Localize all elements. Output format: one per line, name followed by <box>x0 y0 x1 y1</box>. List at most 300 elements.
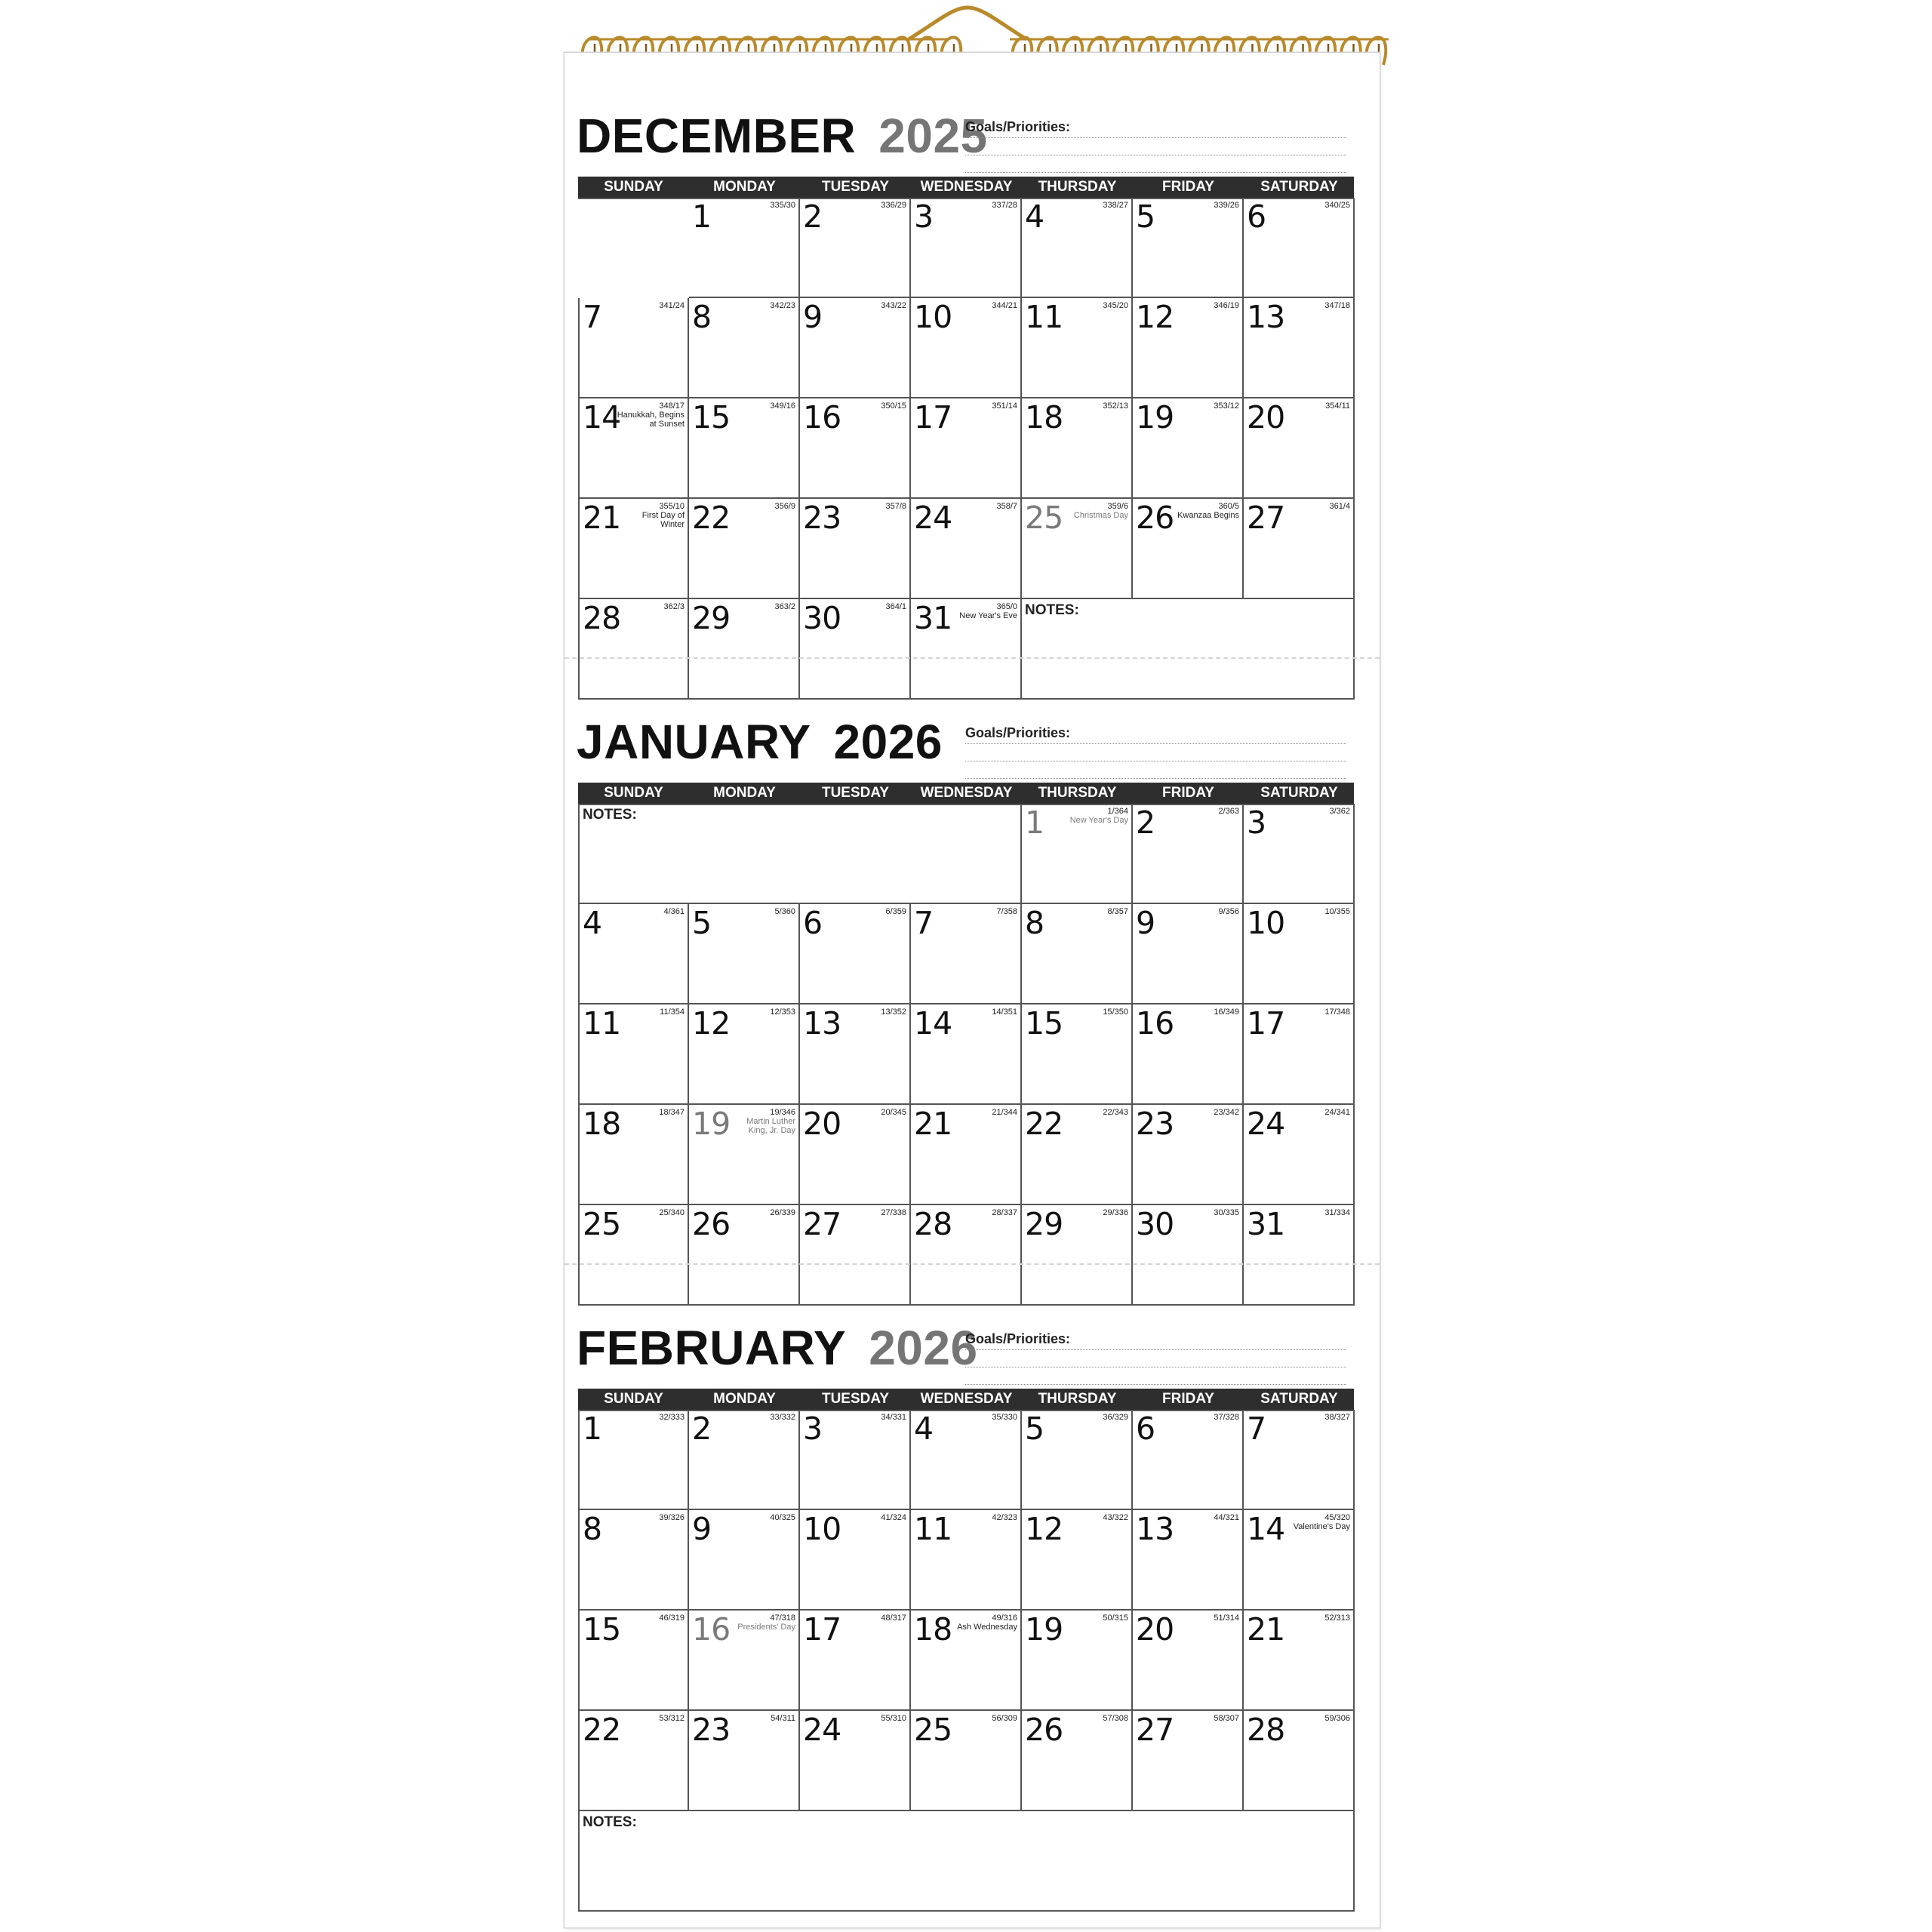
day-of-year-code: 27/338 <box>881 1208 906 1217</box>
weekday-label-saturday: SATURDAY <box>1260 785 1338 801</box>
day-of-year-code: 19/346 <box>770 1108 795 1117</box>
day-cell[interactable] <box>1022 499 1133 599</box>
day-number: 20 <box>803 1106 841 1142</box>
day-number: 9 <box>803 299 823 335</box>
day-of-year-code: 55/310 <box>881 1714 906 1723</box>
day-of-year-code: 1/364 <box>1107 807 1128 816</box>
day-of-year-code: 44/321 <box>1214 1513 1239 1522</box>
day-cell[interactable] <box>578 398 689 499</box>
day-of-year-code: 7/358 <box>996 907 1017 916</box>
day-number: 4 <box>914 1411 934 1447</box>
day-of-year-code: 344/21 <box>992 301 1017 310</box>
day-of-year-code: 16/349 <box>1214 1008 1239 1017</box>
month-year: 2025 <box>878 109 988 163</box>
day-cell[interactable] <box>578 1711 689 1811</box>
day-cell[interactable] <box>1244 499 1355 599</box>
weekday-label-wednesday: WEDNESDAY <box>920 179 1013 195</box>
day-of-year-code: 22/343 <box>1103 1108 1128 1117</box>
weekday-label-wednesday: WEDNESDAY <box>920 1391 1013 1407</box>
day-of-year-code: 12/353 <box>770 1008 795 1017</box>
day-cell[interactable] <box>911 1004 1022 1105</box>
day-of-year-code: 49/316 <box>992 1614 1017 1623</box>
day-number: 14 <box>914 1005 952 1041</box>
day-of-year-code: 338/27 <box>1103 201 1128 210</box>
day-number: 25 <box>914 1712 952 1748</box>
day-of-year-code: 40/325 <box>770 1513 795 1522</box>
weekday-label-monday: MONDAY <box>713 785 776 801</box>
month-title <box>577 1321 978 1375</box>
day-number: 26 <box>692 1206 731 1242</box>
day-number: 4 <box>583 905 602 941</box>
day-of-year-code: 43/322 <box>1103 1513 1128 1522</box>
day-cell[interactable] <box>1244 398 1355 499</box>
day-cell[interactable] <box>1022 1510 1133 1611</box>
day-cell[interactable] <box>578 1105 689 1205</box>
day-of-year-code: 13/352 <box>881 1008 906 1017</box>
day-of-year-code: 42/323 <box>992 1513 1017 1522</box>
perforation-line <box>565 1263 1380 1265</box>
day-of-year-code: 23/342 <box>1214 1108 1239 1117</box>
day-of-year-code: 28/337 <box>992 1208 1017 1217</box>
weekday-label-thursday: THURSDAY <box>1038 785 1117 801</box>
day-cell[interactable] <box>1244 1105 1355 1205</box>
day-number: 28 <box>1247 1712 1285 1748</box>
day-of-year-code: 8/357 <box>1107 907 1128 916</box>
month-grid <box>578 1389 1354 1912</box>
day-of-year-code: 47/318 <box>770 1614 795 1623</box>
day-of-year-code: 33/332 <box>770 1413 795 1422</box>
day-cell[interactable] <box>1133 1510 1244 1611</box>
day-of-year-code: 346/19 <box>1214 301 1239 310</box>
day-cell[interactable] <box>689 1004 800 1105</box>
day-number: 29 <box>692 600 731 636</box>
day-cell[interactable] <box>1022 198 1133 298</box>
day-of-year-code: 26/339 <box>770 1208 795 1217</box>
day-number: 30 <box>803 600 841 636</box>
day-cell[interactable] <box>1133 804 1244 904</box>
day-number: 8 <box>692 299 712 335</box>
weekday-header-bar <box>578 1389 1354 1410</box>
day-number: 1 <box>692 198 712 235</box>
day-cell[interactable] <box>1133 1105 1244 1205</box>
day-of-year-code: 353/12 <box>1214 401 1239 411</box>
day-of-year-code: 360/5 <box>1218 502 1239 511</box>
day-event-label: New Year's Eve <box>959 611 1017 620</box>
day-cell[interactable] <box>578 499 689 599</box>
day-cell[interactable] <box>578 298 689 398</box>
weekday-label-thursday: THURSDAY <box>1038 179 1117 195</box>
day-of-year-code: 52/313 <box>1324 1614 1350 1623</box>
day-cell[interactable] <box>1244 1410 1355 1510</box>
day-number: 9 <box>692 1511 712 1547</box>
day-cell[interactable] <box>1244 804 1355 904</box>
day-number: 5 <box>1025 1411 1044 1447</box>
day-number: 19 <box>1025 1611 1063 1647</box>
day-cell[interactable] <box>1133 198 1244 298</box>
day-of-year-code: 30/335 <box>1214 1208 1239 1217</box>
day-cell[interactable] <box>1244 1004 1355 1105</box>
day-number: 27 <box>803 1206 841 1242</box>
weekday-label-monday: MONDAY <box>713 1391 776 1407</box>
day-number: 12 <box>1136 299 1174 335</box>
day-cell[interactable] <box>1244 904 1355 1004</box>
day-of-year-code: 24/341 <box>1324 1108 1350 1117</box>
goals-priorities-label: Goals/Priorities: <box>965 725 1071 740</box>
day-cell[interactable] <box>1133 398 1244 499</box>
day-number: 6 <box>803 905 823 941</box>
day-of-year-code: 9/356 <box>1218 907 1239 916</box>
day-cell[interactable] <box>689 398 800 499</box>
day-number: 11 <box>1025 299 1063 335</box>
day-number: 17 <box>1247 1005 1285 1041</box>
day-cell[interactable] <box>689 298 800 398</box>
day-number: 22 <box>1025 1106 1063 1142</box>
day-cell[interactable] <box>911 1105 1022 1205</box>
day-of-year-code: 34/331 <box>881 1413 906 1422</box>
day-number: 20 <box>1247 399 1285 435</box>
day-number: 2 <box>1136 804 1155 841</box>
day-of-year-code: 3/362 <box>1329 807 1350 816</box>
day-number: 3 <box>1247 804 1266 841</box>
weekday-label-sunday: SUNDAY <box>604 1391 663 1407</box>
day-cell[interactable] <box>800 198 911 298</box>
day-number: 5 <box>1136 198 1155 235</box>
day-of-year-code: 29/336 <box>1103 1208 1128 1217</box>
day-number: 18 <box>583 1106 621 1142</box>
day-cell[interactable] <box>578 1510 689 1611</box>
day-of-year-code: 38/327 <box>1324 1413 1350 1422</box>
day-cell[interactable] <box>1022 398 1133 499</box>
goals-writing-line <box>965 778 1346 779</box>
grid-top-rule <box>578 804 1355 805</box>
day-cell[interactable] <box>689 1510 800 1611</box>
day-number: 7 <box>583 299 602 335</box>
month-name: JANUARY <box>577 715 811 769</box>
day-of-year-code: 36/329 <box>1103 1413 1128 1422</box>
day-of-year-code: 37/328 <box>1214 1413 1239 1422</box>
day-number: 22 <box>583 1712 621 1748</box>
day-number: 28 <box>583 600 621 636</box>
weekday-header-bar <box>578 783 1354 804</box>
day-of-year-code: 355/10 <box>659 502 685 511</box>
day-of-year-code: 5/360 <box>774 907 795 916</box>
day-cell[interactable] <box>689 1711 800 1811</box>
day-cell[interactable] <box>1022 298 1133 398</box>
day-of-year-code: 32/333 <box>659 1413 685 1422</box>
day-cell[interactable] <box>1133 1611 1244 1711</box>
day-of-year-code: 4/361 <box>663 907 685 916</box>
day-of-year-code: 10/355 <box>1324 907 1350 916</box>
goals-priorities-label: Goals/Priorities: <box>965 119 1071 134</box>
day-of-year-code: 45/320 <box>1324 1513 1350 1522</box>
day-number: 17 <box>803 1611 841 1647</box>
weekday-label-saturday: SATURDAY <box>1260 1391 1338 1407</box>
day-cell[interactable] <box>1244 1711 1355 1811</box>
day-cell[interactable] <box>911 1711 1022 1811</box>
weekday-label-monday: MONDAY <box>713 179 776 195</box>
day-of-year-code: 15/350 <box>1103 1008 1128 1017</box>
day-of-year-code: 35/330 <box>992 1413 1017 1422</box>
weekday-label-friday: FRIDAY <box>1162 785 1214 801</box>
day-of-year-code: 343/22 <box>881 301 906 310</box>
day-event-label: New Year's Day <box>1069 816 1128 825</box>
weekday-label-friday: FRIDAY <box>1162 179 1214 195</box>
day-number: 14 <box>1247 1511 1285 1547</box>
day-of-year-code: 349/16 <box>770 401 795 411</box>
month-grid <box>578 783 1354 1306</box>
day-of-year-code: 59/306 <box>1324 1714 1350 1723</box>
day-event-label: Kwanzaa Begins <box>1177 511 1239 520</box>
day-of-year-code: 354/11 <box>1325 401 1350 411</box>
day-of-year-code: 11/354 <box>660 1008 685 1017</box>
day-number: 28 <box>914 1206 952 1242</box>
weekday-label-saturday: SATURDAY <box>1260 179 1338 195</box>
day-of-year-code: 58/307 <box>1214 1714 1239 1723</box>
day-number: 13 <box>1247 299 1285 335</box>
weekday-label-thursday: THURSDAY <box>1038 1391 1117 1407</box>
day-number: 6 <box>1247 198 1266 235</box>
day-number: 18 <box>1025 399 1063 435</box>
day-cell[interactable] <box>1244 1611 1355 1711</box>
day-cell[interactable] <box>800 904 911 1004</box>
day-of-year-code: 39/326 <box>659 1513 685 1522</box>
day-of-year-code: 363/2 <box>774 602 795 611</box>
day-number: 27 <box>1136 1712 1174 1748</box>
day-cell[interactable] <box>578 1410 689 1510</box>
day-number: 24 <box>1247 1106 1285 1142</box>
day-of-year-code: 357/8 <box>885 502 906 511</box>
notes-label: NOTES: <box>1025 602 1079 618</box>
day-cell[interactable] <box>800 298 911 398</box>
weekday-label-tuesday: TUESDAY <box>821 1391 890 1407</box>
day-of-year-code: 48/317 <box>881 1614 906 1623</box>
notes-box[interactable] <box>578 1811 1355 1912</box>
day-number: 10 <box>914 299 952 335</box>
weekday-label-wednesday: WEDNESDAY <box>920 785 1013 801</box>
weekday-label-tuesday: TUESDAY <box>821 179 890 195</box>
day-number: 11 <box>583 1005 621 1041</box>
day-number: 13 <box>803 1005 841 1041</box>
month-title <box>577 109 988 163</box>
day-cell[interactable] <box>911 1611 1022 1711</box>
day-number: 26 <box>1025 1712 1063 1748</box>
day-number: 10 <box>1247 905 1285 941</box>
day-of-year-code: 362/3 <box>663 602 685 611</box>
day-cell[interactable] <box>911 398 1022 499</box>
day-cell[interactable] <box>800 1105 911 1205</box>
day-number: 15 <box>1025 1005 1063 1041</box>
day-number: 21 <box>583 500 621 536</box>
day-number: 31 <box>914 600 952 636</box>
day-number: 16 <box>692 1611 731 1647</box>
day-of-year-code: 336/29 <box>881 201 906 210</box>
day-of-year-code: 364/1 <box>885 602 906 611</box>
day-number: 8 <box>583 1511 602 1547</box>
day-number: 29 <box>1025 1206 1063 1242</box>
day-cell[interactable] <box>689 198 800 298</box>
day-number: 2 <box>692 1411 712 1447</box>
day-number: 26 <box>1136 500 1174 536</box>
day-number: 9 <box>1136 905 1155 941</box>
day-number: 23 <box>1136 1106 1174 1142</box>
day-cell[interactable] <box>911 499 1022 599</box>
month-year: 2026 <box>869 1321 978 1375</box>
day-number: 24 <box>914 500 952 536</box>
day-cell[interactable] <box>689 1611 800 1711</box>
day-of-year-code: 351/14 <box>992 401 1017 411</box>
day-of-year-code: 50/315 <box>1103 1614 1128 1623</box>
day-number: 1 <box>583 1411 602 1447</box>
day-of-year-code: 350/15 <box>881 401 906 411</box>
day-number: 23 <box>692 1712 731 1748</box>
day-cell[interactable] <box>1244 198 1355 298</box>
day-cell[interactable] <box>800 1711 911 1811</box>
day-number: 13 <box>1136 1511 1174 1547</box>
day-of-year-code: 342/23 <box>770 301 795 310</box>
day-cell[interactable] <box>800 1004 911 1105</box>
day-number: 30 <box>1136 1206 1174 1242</box>
day-number: 12 <box>1025 1511 1063 1547</box>
day-number: 7 <box>914 905 934 941</box>
day-of-year-code: 17/348 <box>1324 1008 1350 1017</box>
day-number: 14 <box>583 399 621 435</box>
day-of-year-code: 20/345 <box>881 1108 906 1117</box>
day-cell[interactable] <box>578 1004 689 1105</box>
day-number: 7 <box>1247 1411 1266 1447</box>
day-cell[interactable] <box>1133 1711 1244 1811</box>
day-cell[interactable] <box>911 298 1022 398</box>
day-number: 8 <box>1025 905 1044 941</box>
day-cell[interactable] <box>1022 1711 1133 1811</box>
day-of-year-code: 46/319 <box>659 1614 685 1623</box>
day-of-year-code: 25/340 <box>659 1208 685 1217</box>
day-of-year-code: 352/13 <box>1103 401 1128 411</box>
goals-writing-line <box>965 743 1346 744</box>
day-cell[interactable] <box>689 499 800 599</box>
day-event-label: Martin Luther King, Jr. Day <box>746 1117 795 1135</box>
day-cell[interactable] <box>911 1510 1022 1611</box>
day-number: 23 <box>803 500 841 536</box>
hanger-hook <box>909 8 1026 39</box>
day-of-year-code: 339/26 <box>1214 201 1239 210</box>
grid-top-rule <box>578 1410 1355 1411</box>
day-cell[interactable] <box>911 904 1022 1004</box>
goals-writing-line <box>965 137 1346 138</box>
day-cell[interactable] <box>800 1410 911 1510</box>
day-number: 15 <box>692 399 731 435</box>
notes-box[interactable] <box>578 804 1022 904</box>
weekday-header-bar <box>578 177 1354 198</box>
goals-writing-line <box>965 1384 1346 1385</box>
day-cell[interactable] <box>1133 499 1244 599</box>
day-number: 27 <box>1247 500 1285 536</box>
day-cell[interactable] <box>1022 804 1133 904</box>
day-number: 12 <box>692 1005 731 1041</box>
day-number: 25 <box>583 1206 621 1242</box>
day-of-year-code: 21/344 <box>992 1108 1017 1117</box>
day-number: 25 <box>1025 500 1063 536</box>
goals-priorities-label: Goals/Priorities: <box>965 1331 1071 1346</box>
day-of-year-code: 56/309 <box>992 1714 1017 1723</box>
notes-label: NOTES: <box>583 807 637 823</box>
weekday-label-sunday: SUNDAY <box>604 785 663 801</box>
day-cell[interactable] <box>689 1105 800 1205</box>
day-cell[interactable] <box>1133 298 1244 398</box>
day-of-year-code: 6/359 <box>885 907 906 916</box>
day-of-year-code: 347/18 <box>1324 301 1350 310</box>
day-cell[interactable] <box>800 499 911 599</box>
day-of-year-code: 54/311 <box>771 1714 795 1723</box>
day-number: 16 <box>1136 1005 1174 1041</box>
day-cell[interactable] <box>1022 1004 1133 1105</box>
day-event-label: Valentine's Day <box>1293 1522 1350 1531</box>
day-of-year-code: 365/0 <box>996 602 1017 611</box>
day-of-year-code: 51/314 <box>1214 1614 1239 1623</box>
day-event-label: Christmas Day <box>1073 511 1128 520</box>
day-cell[interactable] <box>689 1410 800 1510</box>
day-of-year-code: 341/24 <box>659 301 685 310</box>
day-cell[interactable] <box>800 1611 911 1711</box>
day-cell[interactable] <box>578 904 689 1004</box>
day-of-year-code: 348/17 <box>659 401 685 411</box>
day-cell[interactable] <box>578 1611 689 1711</box>
month-section-december <box>565 53 1380 658</box>
day-cell[interactable] <box>800 398 911 499</box>
day-cell[interactable] <box>1244 298 1355 398</box>
day-cell[interactable] <box>911 198 1022 298</box>
day-event-label: First Day of Winter <box>641 511 685 529</box>
month-name: FEBRUARY <box>577 1321 847 1375</box>
day-cell[interactable] <box>1244 1510 1355 1611</box>
day-cell[interactable] <box>800 1510 911 1611</box>
goals-writing-line <box>965 1349 1346 1350</box>
day-number: 1 <box>1025 804 1044 841</box>
goals-writing-line <box>965 172 1346 173</box>
day-number: 2 <box>803 198 823 235</box>
day-cell[interactable] <box>911 1410 1022 1510</box>
day-of-year-code: 335/30 <box>770 201 795 210</box>
day-cell[interactable] <box>1022 1410 1133 1510</box>
day-number: 11 <box>914 1511 952 1547</box>
day-cell[interactable] <box>1133 1004 1244 1105</box>
day-cell[interactable] <box>1133 1410 1244 1510</box>
month-section-february <box>565 1265 1380 1870</box>
day-cell[interactable] <box>1133 904 1244 1004</box>
day-cell[interactable] <box>689 904 800 1004</box>
day-event-label: Presidents' Day <box>737 1623 795 1632</box>
day-of-year-code: 358/7 <box>996 502 1017 511</box>
day-of-year-code: 340/25 <box>1324 201 1350 210</box>
day-number: 20 <box>1136 1611 1174 1647</box>
day-cell[interactable] <box>1022 904 1133 1004</box>
day-event-label: Hanukkah, Begins at Sunset <box>617 411 685 429</box>
day-cell[interactable] <box>1022 1611 1133 1711</box>
day-of-year-code: 53/312 <box>659 1714 685 1723</box>
day-event-label: Ash Wednesday <box>957 1623 1017 1632</box>
day-number: 3 <box>914 198 934 235</box>
day-of-year-code: 18/347 <box>659 1108 685 1117</box>
day-number: 15 <box>583 1611 621 1647</box>
day-of-year-code: 337/28 <box>992 201 1017 210</box>
weekday-label-tuesday: TUESDAY <box>821 785 890 801</box>
grid-top-rule <box>578 198 1355 199</box>
day-number: 19 <box>692 1106 731 1142</box>
perforation-line <box>565 657 1380 659</box>
day-of-year-code: 2/363 <box>1218 807 1239 816</box>
day-cell[interactable] <box>1022 1105 1133 1205</box>
day-number: 22 <box>692 500 731 536</box>
month-title <box>577 715 943 769</box>
